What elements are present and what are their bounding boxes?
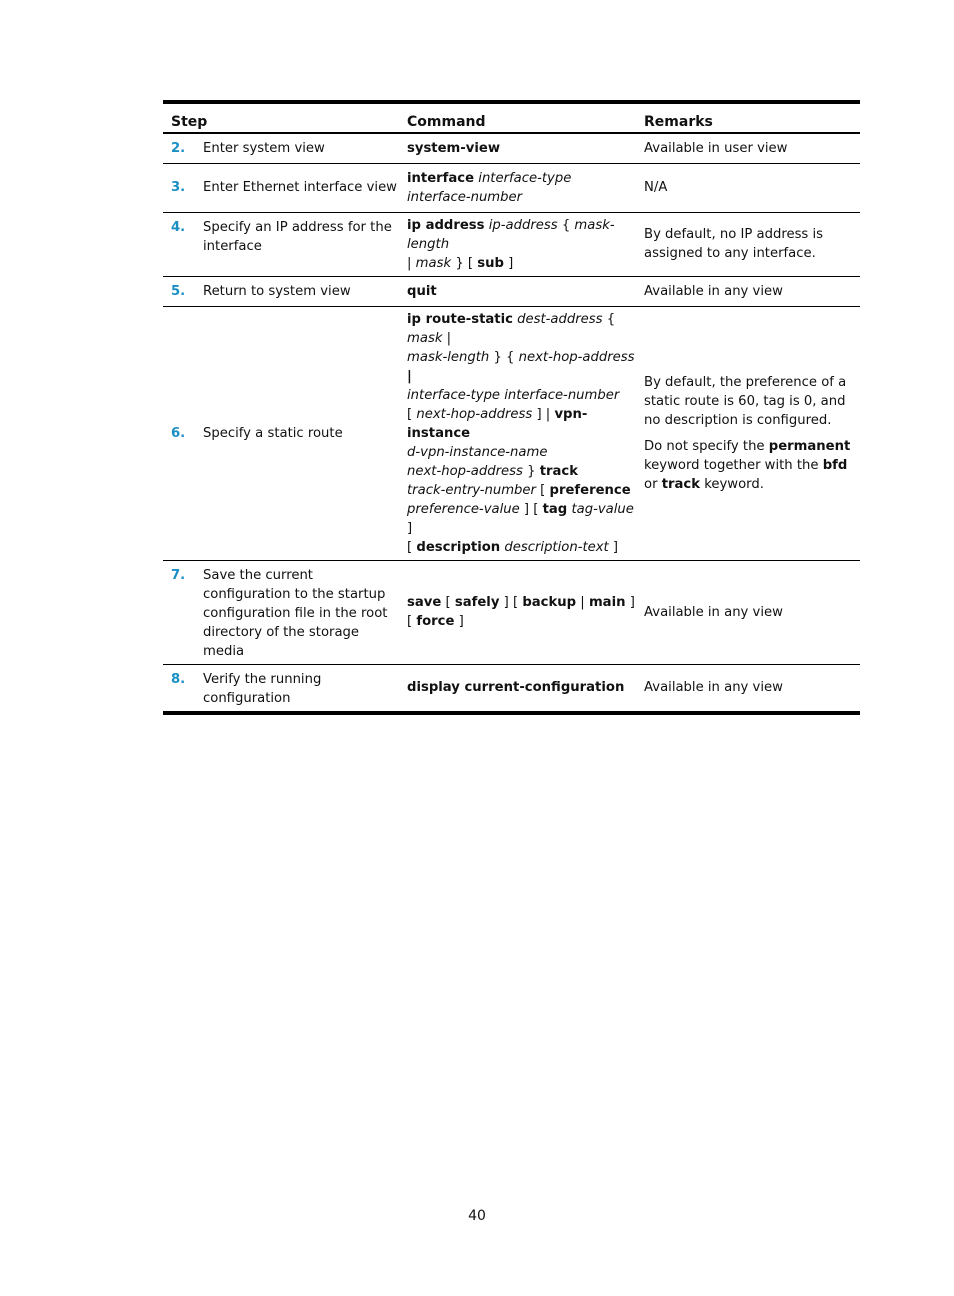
step-description: Specify an IP address for the interface	[203, 212, 407, 276]
remarks-cell	[644, 306, 860, 560]
step-description: Enter system view	[203, 133, 407, 163]
step-number: 2.	[163, 133, 203, 163]
remarks-default: By default, the preference of a static route is 60, tag is 0, and no description is configured.	[644, 374, 847, 428]
table-row	[163, 664, 860, 713]
step-number: 7.	[163, 560, 203, 664]
table-row	[163, 276, 860, 306]
remarks-cell: Available in any view	[644, 680, 783, 695]
step-description: Return to system view	[203, 276, 407, 306]
step-description: Save the current configuration to the startup configuration file in the root directory of the storage media	[203, 560, 407, 664]
step-description: Enter Ethernet interface view	[203, 163, 407, 212]
table-row	[163, 306, 860, 560]
step-number: 5.	[163, 276, 203, 306]
command-cell: display current-configuration	[407, 680, 625, 695]
page-number: 40	[468, 1208, 486, 1224]
remarks-note: Do not specify the permanent keyword together with the bfd or track keyword.	[644, 438, 851, 492]
command-cell: quit	[407, 276, 644, 306]
step-number: 4.	[163, 212, 203, 276]
remarks-cell: Available in any view	[644, 560, 860, 664]
header-step: Step	[163, 102, 407, 133]
table-row	[163, 133, 860, 163]
remarks-cell: N/A	[644, 163, 860, 212]
command-table	[163, 100, 860, 715]
command-cell: save [ safely ] [ backup | main ] [ force ]	[407, 560, 644, 664]
remarks-cell: By default, no IP address is assigned to any interface.	[644, 212, 860, 276]
command-cell: system-view	[407, 133, 644, 163]
command-cell: ip address ip-address { mask-length | mask } [ sub ]	[407, 212, 644, 276]
step-number: 8.	[171, 671, 186, 687]
table-row	[163, 212, 860, 276]
remarks-cell: Available in user view	[644, 133, 860, 163]
table-row	[163, 560, 860, 664]
table-header-row	[163, 102, 860, 133]
header-command: Command	[407, 102, 644, 133]
command-cell: ip route-static dest-address { mask | mask-length } { next-hop-address | interface-type interface-number [ next-hop-address ] | vpn-instance d-vpn-instance-name next-hop-address } track track-entry-number [ preference preference-value ] [ tag tag-value ] [ description description-text ]	[407, 306, 644, 560]
step-number: 3.	[163, 163, 203, 212]
header-remarks: Remarks	[644, 102, 860, 133]
step-number: 6.	[163, 306, 203, 560]
command-cell: interface interface-type interface-number	[407, 163, 644, 212]
step-description: Specify a static route	[203, 306, 407, 560]
remarks-cell: Available in any view	[644, 276, 860, 306]
step-description: Verify the running configuration	[203, 671, 322, 706]
table-row	[163, 163, 860, 212]
